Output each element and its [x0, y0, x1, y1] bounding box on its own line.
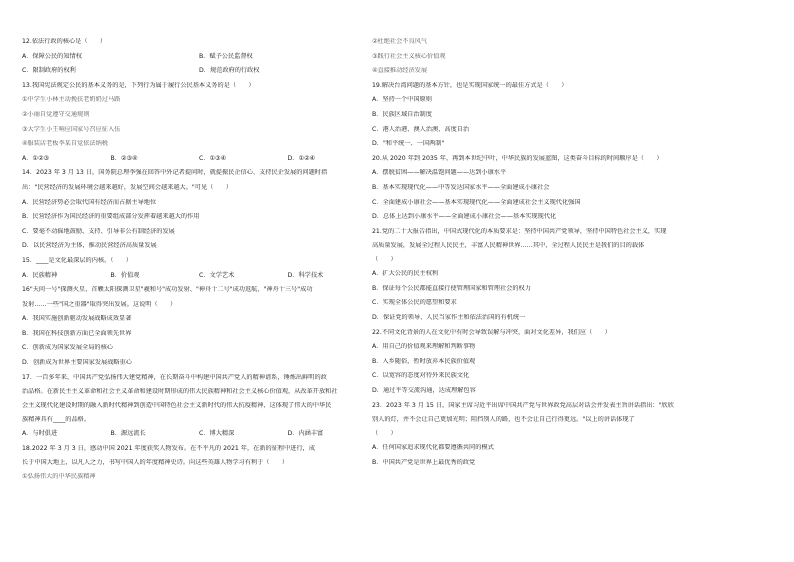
- question-stem-line: 17．一百多年来，中国共产党弘扬伟大建党精神，在长期奋斗中构建中国共产党人的精神谱系，锤炼出鲜明的政: [22, 373, 327, 381]
- question-stem-line: （ ）: [372, 255, 397, 263]
- option-b: B．我国在科技创新方面已全面领先世界: [22, 329, 132, 337]
- question-14: [22, 169, 376, 251]
- option-a: A．用自己的价值观来理解和判断事物: [372, 343, 476, 351]
- question-stem: 19.解决台湾问题的基本方针，也是实现国家统一的最佳方式是（ ）: [372, 81, 568, 89]
- question-18: [22, 445, 376, 482]
- option-b: B．②③④: [110, 154, 138, 162]
- question-stem-line: （ ）: [372, 429, 397, 437]
- right-column: [372, 38, 772, 473]
- statement-item: ①中学生小林主动挽扶老奶奶过马路: [22, 96, 121, 104]
- option-b: B．基本实现现代化——中等发达国家水平——全面建成小康社会: [372, 183, 550, 191]
- question-stem-line: 会主义现代化建设时期的融入新时代精神到创造中国特色社会主义新时代的伟大抗疫精神，这体现了伟大的中华民: [22, 401, 332, 409]
- option-d: D．内涵丰富: [287, 430, 324, 438]
- question-stem-line: 16"天问一号"探测火星、首颗太阳探测卫星"羲和号"成功发射、"神舟十二号"成功返航、"神舟十三号"成功: [22, 286, 313, 294]
- option-a: A．民营经济势必会取代国有经济而占据主导地位: [22, 198, 157, 206]
- option-b: B．源远流长: [110, 430, 146, 438]
- question-stem-line: 长于中国大地上，以凡人之力，书写中国人的年度精神史诗。向这些英雄人物学习有利于（ ）: [22, 458, 289, 466]
- option-d: D．创新成为世界主要国家发展战略重心: [22, 359, 132, 367]
- option-d: D．科学技术: [287, 271, 324, 279]
- question-stem-line: 18.2022 年 3 月 3 日，感动中国 2021 年度获奖人物发布。在不平凡的 2021 年，在新的征程中进行，成: [22, 444, 316, 452]
- option-b: B．价值观: [110, 271, 140, 279]
- question-23: [372, 402, 772, 468]
- option-d: D．"和平统一、一国两制": [372, 140, 445, 148]
- option-c: C．全面建成小康社会——基本实现现代化——全面建成社会主义现代化强国: [372, 198, 581, 206]
- option-d: D．总体上达到小康水平——全面建成小康社会——基本实现现代化: [372, 213, 557, 221]
- left-column: [22, 38, 376, 487]
- option-d: D．以民营经济为主体，推动民营经济高质量发展: [22, 242, 157, 250]
- question-stem-line: 21.党的二十大报告指出，中国式现代化的本质要求是：坚持中国共产党领导，坚持中国特色社会主义，实现: [372, 227, 667, 235]
- question-13: [22, 82, 376, 164]
- option-a: A．我国实施创新驱动发展战略成效显著: [22, 315, 132, 323]
- option-b: B．民族区域自治制度: [372, 110, 432, 118]
- question-stem-line: 14．2023 年 3 月 13 日，国务院总理李强在回答中外记者提问时，就提振民企信心、支持民企发展的问题时指: [22, 169, 328, 177]
- option-d: D．通过平等交流沟通，达成理解包容: [372, 387, 476, 395]
- question-stem-line: 发射……一些"国之重器"取得突出发展。这说明（ ）: [22, 300, 177, 308]
- question-stem: 20.从 2020 年到 2035 年，再到本世纪中叶，中华民族的发展蓝图，这类奋斗目标的时间顺序是（ ）: [372, 154, 663, 162]
- option-a: A．坚持一个中国原则: [372, 96, 432, 104]
- option-c: C．博大精深: [199, 430, 235, 438]
- option-a: A．①②③: [22, 154, 50, 162]
- option-d: D．保证党的领导、人民当家作主和依法治国的有机统一: [372, 314, 526, 322]
- option-a: A．扩大公民的民主权利: [372, 270, 439, 278]
- option-c: C．以宽容的态度对待外来民族文化: [372, 372, 470, 380]
- question-19: [372, 82, 772, 149]
- question-stem-line: 别人的灯，并不会让自己更加光明；阻挡别人的路，也不会让自己行得更远。"以上的讲话体现了: [372, 415, 635, 423]
- option-c: C．文学艺术: [199, 271, 235, 279]
- question-16: [22, 286, 376, 368]
- question-stem: 15．____是文化最深层的内核。（ ）: [22, 256, 132, 264]
- question-stem-line: 族精神具有____的品格。: [22, 415, 91, 423]
- statement-item: ③大学生小王响应国家号召应征入伍: [22, 125, 121, 133]
- option-b: B．民营经济作为国民经济的重要组成部分发挥着越来越大的作用: [22, 213, 200, 221]
- option-c: C．要毫不动摇地鼓励、支持、引导非公有制经济的发展: [22, 227, 175, 235]
- option-b: B．入乡随俗，暂时放弃本民族价值观: [372, 357, 476, 365]
- statement-item: ①弘扬伟大的中华民族精神: [22, 472, 96, 480]
- question-20: [372, 155, 772, 222]
- question-stem-line: 治品格。在新民主主义革命和社会主义革命和建设时期形成的伟大民族精神和社会主义核心价值观，从改革开放和社: [22, 387, 338, 395]
- question-18-continued: [372, 38, 772, 76]
- statement-item: ②杜绝社会不良风气: [372, 38, 428, 45]
- question-22: [372, 329, 772, 396]
- option-c: C．①③④: [199, 154, 227, 162]
- option-a: A．保障公民的知情权: [22, 52, 82, 60]
- statement-item: ④服装店老板李某自觉依法纳税: [22, 140, 108, 148]
- option-a: A．与时俱进: [22, 430, 58, 438]
- question-stem-line: 23．2023 年 3 月 15 日，国家主席习近平出席中国共产党与世界政党高层对话会并发表主旨讲话指出："欣欣: [372, 401, 674, 409]
- question-stem-line: 高质量发展，发展全过程人民民主，丰富人民精神世界……其中，全过程人民民主是我们的目的载体: [372, 241, 645, 249]
- option-d: D．规范政府的行政权: [199, 67, 260, 75]
- question-21: [372, 228, 772, 323]
- question-stem: 12.依法行政的核心是（ ）: [22, 38, 107, 45]
- option-c: C．港人治港、澳人治澳、高度自治: [372, 125, 470, 133]
- option-a: A．摆脱贫困——解决温饱问题——达到小康水平: [372, 169, 507, 177]
- option-b: B．保证每个公民都能直接行使管理国家和管理社会的权力: [372, 284, 531, 292]
- option-a: A．民族精神: [22, 271, 58, 279]
- statement-item: ②小丽自觉遵守交通规则: [22, 110, 90, 118]
- option-d: D．①②④: [287, 154, 316, 162]
- option-c: C．限制政府的权利: [22, 67, 76, 75]
- statement-item: ③践行社会主义核心价值观: [372, 52, 446, 60]
- question-stem: 22.不同文化背景的人在文化中有时会导致误解与冲突，面对文化差异，我们应（ ）: [372, 328, 611, 336]
- question-15: [22, 257, 376, 280]
- question-17: [22, 374, 376, 439]
- option-c: C．实现全体公民的愿望和要求: [372, 299, 457, 307]
- option-c: C．创新成为国家发展全局的核心: [22, 344, 113, 352]
- option-b: B．赋予公民监督权: [199, 52, 253, 60]
- question-stem-line: 出："民营经济的发展环境会越来越好，发展空间会越来越大。"可见（ ）: [22, 183, 232, 191]
- question-12: [22, 38, 376, 76]
- option-b: B．中国共产党是世界上最优秀的政党: [372, 458, 476, 466]
- option-a: A．任何国家追求现代化都要遵循共同的模式: [372, 444, 494, 452]
- statement-item: ④直接推动经济发展: [372, 67, 428, 75]
- question-stem: 13.我国宪法规定公民的基本义务的是，下列行为属于履行公民基本义务的是（ ）: [22, 81, 255, 89]
